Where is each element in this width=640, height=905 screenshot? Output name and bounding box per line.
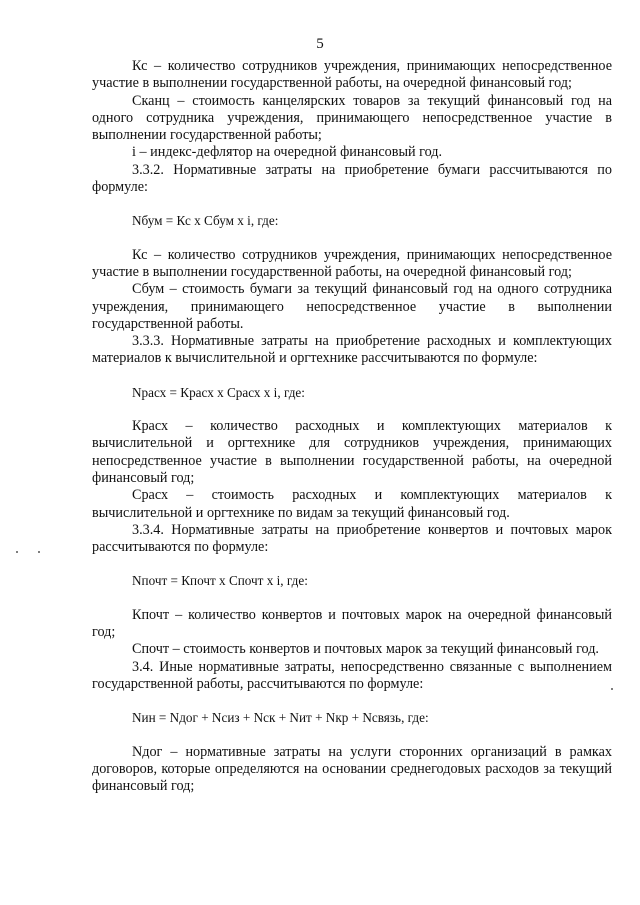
paragraph-3-3-2: 3.3.2. Нормативные затраты на приобретение бумаги рассчитываются по формуле: [92,161,612,196]
paragraph-kc-definition: Кс – количество сотрудников учреждения, принимающих непосредственное участие в выполнении государственной работы, на очередной финансовый год; [92,58,612,92]
document-body [92,58,612,795]
formula-npocht: Nпочт = Кпочт х Спочт х i, где: [132,573,308,589]
paragraph-deflator-definition: i – индекс-дефлятор на очередной финансовый год. [132,144,443,161]
paragraph-skanc-definition: Сканц – стоимость канцелярских товаров за текущий финансовый год на одного сотрудника учреждения, принимающего непосредственное участие в выполнении государственной работы; [92,92,612,144]
paragraph-3-4: 3.4. Иные нормативные затраты, непосредственно связанные с выполнением государственной работы, рассчитываются по формуле: [92,658,612,692]
paragraph-ndog-definition: Nдог – нормативные затраты на услуги сторонних организаций в рамках договоров, которые определяются на основании среднегодовых расходов за текущий финансовый год; [92,743,612,795]
scan-speck [16,551,18,553]
paragraph-3-3-3: 3.3.3. Нормативные затраты на приобретение расходных и комплектующих материалов к вычислительной и оргтехнике рассчитываются по формуле: [92,333,612,367]
page-number: 5 [316,36,324,52]
paragraph-3-3-4: 3.3.4. Нормативные затраты на приобретение конвертов и почтовых марок рассчитываются по формуле: [92,521,612,556]
formula-nin: Nин = Nдог + Nсиз + Nск + Nит + Nкр + Nсвязь, где: [132,710,429,726]
paragraph-spocht-definition: Спочт – стоимость конвертов и почтовых марок за текущий финансовый год. [132,641,599,658]
paragraph-kpocht-definition: Кпочт – количество конвертов и почтовых марок на очередной финансовый год; [92,606,612,641]
paragraph-srash-definition: Срасх – стоимость расходных и комплектующих материалов к вычислительной и оргтехнике по видам за текущий финансовый год. [92,487,612,521]
scan-speck [611,688,613,690]
paragraph-krash-definition: Красх – количество расходных и комплектующих материалов к вычислительной и оргтехнике для сотрудников учреждения, принимающих непосредственное участие в выполнении государственной работы, на очередной финансовый год; [92,418,612,486]
scan-speck [38,551,40,553]
paragraph-sbum-definition: Сбум – стоимость бумаги за текущий финансовый год на одного сотрудника учреждения, принимающего непосредственное участие в выполнении государственной работы. [92,281,612,332]
paragraph-kc-definition-2: Кс – количество сотрудников учреждения, принимающих непосредственное участие в выполнении государственной работы, на очередной финансовый год; [92,246,612,280]
formula-nrash: Nрасх = Красх х Срасх х i, где: [132,384,305,400]
formula-nbum: Nбум = Кс х Сбум х i, где: [132,213,279,229]
